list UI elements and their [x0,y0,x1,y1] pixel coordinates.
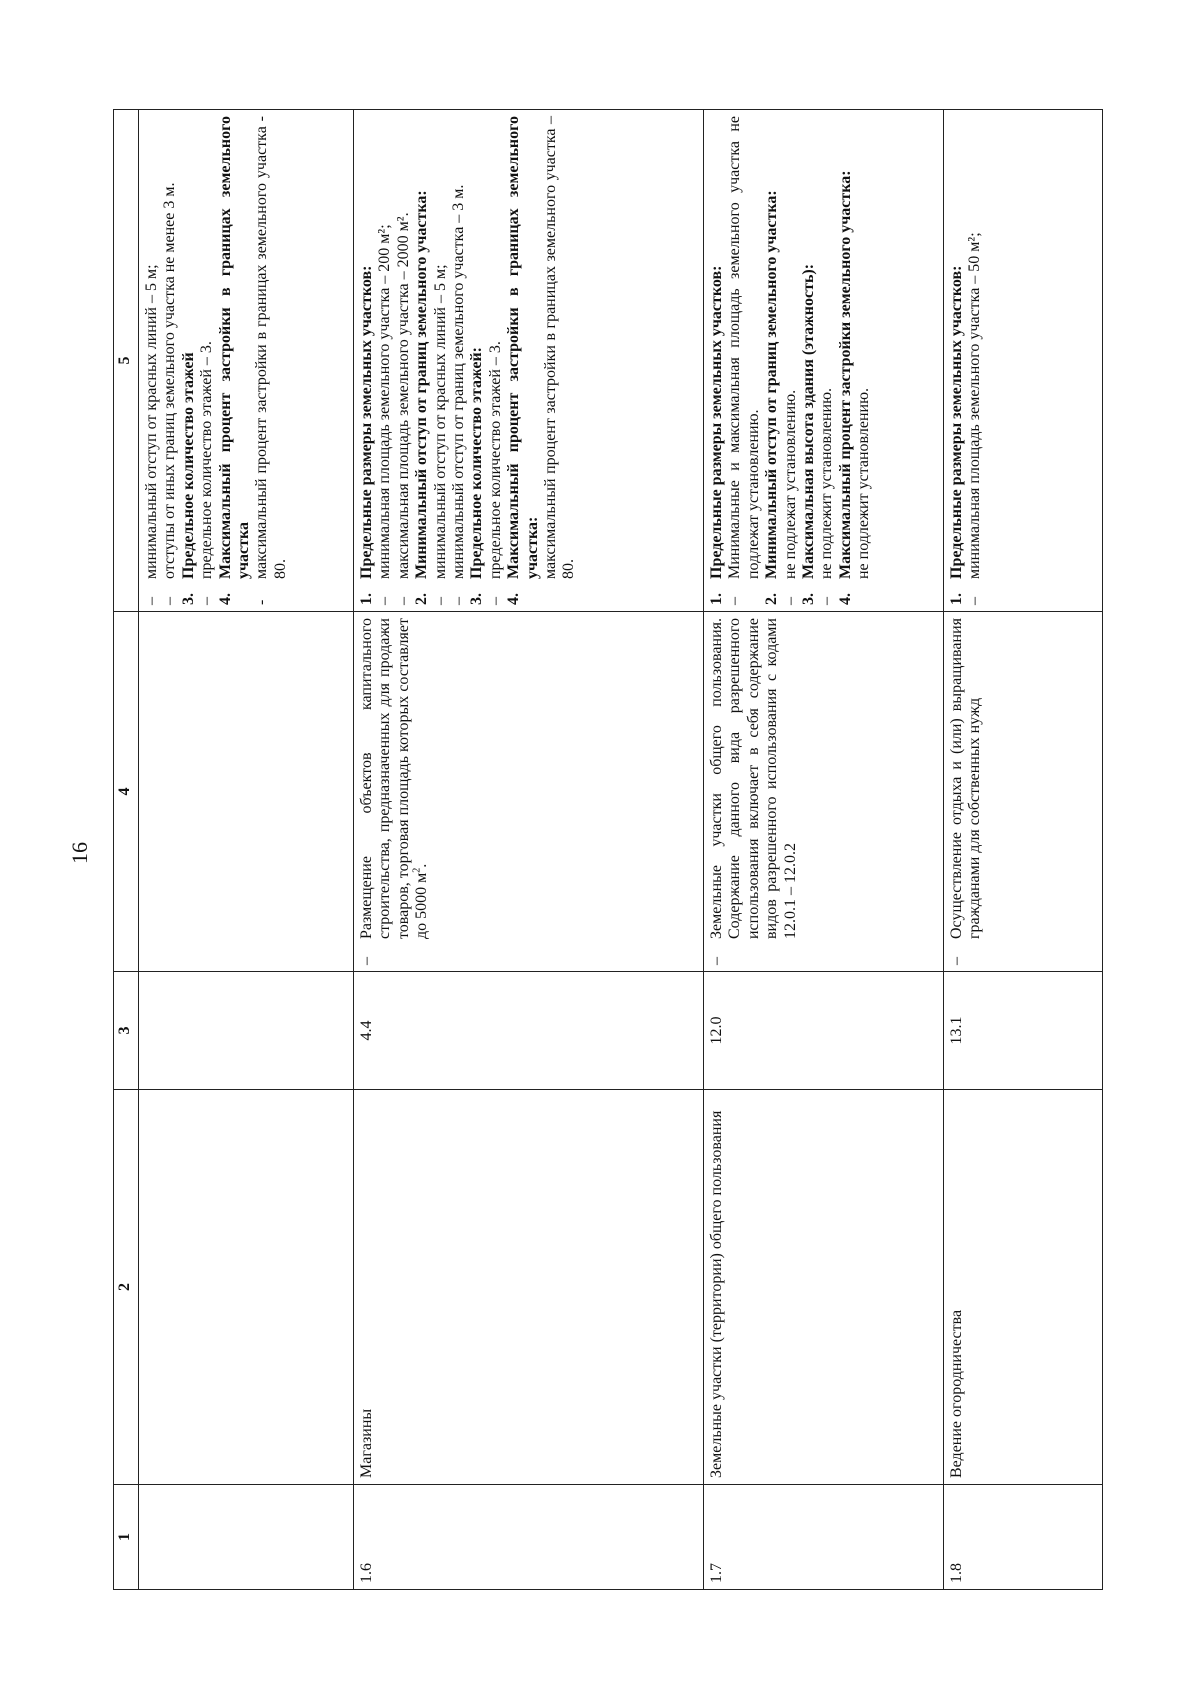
cell-description [139,612,354,972]
cell-description [704,612,944,972]
parameter-item [855,116,873,605]
parameter-item [450,116,468,605]
item-text: не подлежит установлению. [855,387,873,579]
item-text: минимальный отступ от красных линий – 5 м; [143,264,160,579]
parameter-heading [708,116,726,605]
dash: – [708,957,725,965]
item-marker: – [376,597,394,605]
cell-number: 1.7 [704,1485,944,1590]
parameter-heading [468,116,486,605]
item-marker [542,579,579,605]
rotated-page [113,110,1103,1590]
cell-name [139,1090,354,1485]
cell-parameters [944,110,1103,612]
item-text: Максимальный процент застройки в границах земельного участка [216,116,252,579]
parameter-item [161,116,179,605]
cell-name: Магазины [354,1090,704,1485]
table-row [704,110,944,1590]
parameter-item [198,116,216,605]
item-marker: 4. [836,593,854,605]
zoning-table [113,109,1103,1590]
cell-number [139,1485,354,1590]
item-marker [855,579,873,605]
item-text: Предельные размеры земельных участков: [948,265,965,579]
cell-parameters [354,110,704,612]
item-marker: 1. [948,593,965,605]
item-marker: – [449,597,467,605]
header-cell: 4 [114,612,139,972]
item-marker: 3. [468,593,486,605]
item-text: максимальный процент застройки в границах земельного участка - 80. [253,116,289,579]
item-text: Максимальный процент застройки в границах земельного участка: [505,116,541,579]
cell-number: 1.6 [354,1485,704,1590]
cell-description [354,612,704,972]
parameter-heading [413,116,431,605]
parameter-heading [837,116,855,605]
item-text: минимальный отступ от границ земельного участка – 3 м. [449,184,467,579]
cell-name: Ведение огородничества [944,1090,1103,1485]
parameter-heading [763,116,781,605]
cell-code: 12.0 [704,972,944,1090]
item-text: Предельные размеры земельных участков: [358,265,375,579]
item-text: предельное количество этажей – 3. [486,341,504,579]
superscript: 2 [411,867,423,873]
item-marker: – [818,597,836,605]
page-number: 16 [67,842,92,864]
cell-code: 13.1 [944,972,1103,1090]
item-text: Минимальный отступ от границ земельного участка: [763,190,781,579]
header-cell: 3 [114,972,139,1090]
item-text: максимальная площадь земельного участка – 2000 м². [394,212,412,579]
item-marker: – [431,597,449,605]
item-marker: – [726,597,744,605]
item-marker: – [143,597,160,605]
dash: – [358,957,375,965]
item-text: не подлежат установлению. [781,389,799,579]
table-row [354,110,704,1590]
item-marker: 1. [708,593,725,605]
item-marker: – [394,597,412,605]
header-cell: 1 [114,1485,139,1590]
dash: – [948,957,965,965]
item-marker: 4. [505,593,523,605]
item-marker: 1. [358,593,375,605]
item-marker: – [966,597,984,605]
cell-code [139,972,354,1090]
item-marker: 3. [799,593,817,605]
description-text: Размещение объектов капитального строительства, предназначенных для продажи товаров, торговая площадь которых составляет до 5000 м [358,618,431,939]
parameter-item [253,116,290,605]
description-end: . [413,863,431,868]
item-marker: 4. [216,593,234,605]
description-text: Осуществление отдыха и (или) выращивания гражданами для собственных нужд [948,618,984,939]
parameter-item [726,116,763,605]
parameter-item [818,116,836,605]
cell-code: 4.4 [354,972,704,1090]
cell-description [944,612,1103,972]
parameter-item [143,116,161,605]
item-marker: 2. [763,593,781,605]
cell-parameters [139,110,354,612]
item-marker: 2. [413,593,431,605]
item-text: предельное количество этажей – 3. [198,341,216,579]
header-cell: 5 [114,110,139,612]
parameter-item [395,116,413,605]
parameter-item [782,116,800,605]
parameter-heading [217,116,254,605]
item-text: Предельные размеры земельных участков: [708,265,725,579]
parameter-item [432,116,450,605]
parameter-item [487,116,505,605]
table-row [944,110,1103,1590]
parameter-heading [180,116,198,605]
item-text: Максимальный процент застройки земельного участка: [836,170,854,579]
header-row [114,110,139,1590]
item-marker: – [161,597,179,605]
item-text: минимальный отступ от красных линий – 5 м; [431,264,449,579]
parameter-heading [800,116,818,605]
item-text: Минимальные и максимальная площадь земельного участка не подлежат установлению. [726,116,762,579]
description-text: Земельные участки общего пользования. Содержание данного вида разрешенного использования включает в себя содержание видов разрешенного использования с кодами 12.0.1 – 12.0.2 [708,618,799,939]
item-marker: - [253,599,271,605]
item-text: Максимальная высота здания (этажность): [799,263,817,579]
cell-parameters [704,110,944,612]
item-marker: – [486,597,504,605]
parameter-item [542,116,579,605]
cell-number: 1.8 [944,1485,1103,1590]
parameter-heading [505,116,542,605]
item-text: максимальный процент застройки в границах земельного участка – 80. [541,116,578,579]
item-text: не подлежит установлению. [818,387,836,579]
item-text: минимальная площадь земельного участка – 50 м²; [966,232,984,579]
table-row [139,110,354,1590]
item-marker: – [198,597,216,605]
item-text: Предельное количество этажей [179,352,197,579]
item-text: минимальная площадь земельного участка – 200 м²; [376,224,394,579]
parameter-heading [948,116,966,605]
parameter-item [966,116,984,605]
cell-name: Земельные участки (территории) общего пользования [704,1090,944,1485]
item-text: Предельное количество этажей: [468,347,486,579]
item-marker: 3. [179,593,197,605]
parameter-item [376,116,394,605]
parameter-heading [358,116,376,605]
item-text: Минимальный отступ от границ земельного участка: [413,190,431,579]
item-marker: – [781,597,799,605]
header-cell: 2 [114,1090,139,1485]
item-text: отступы от иных границ земельного участка не менее 3 м. [161,182,179,579]
